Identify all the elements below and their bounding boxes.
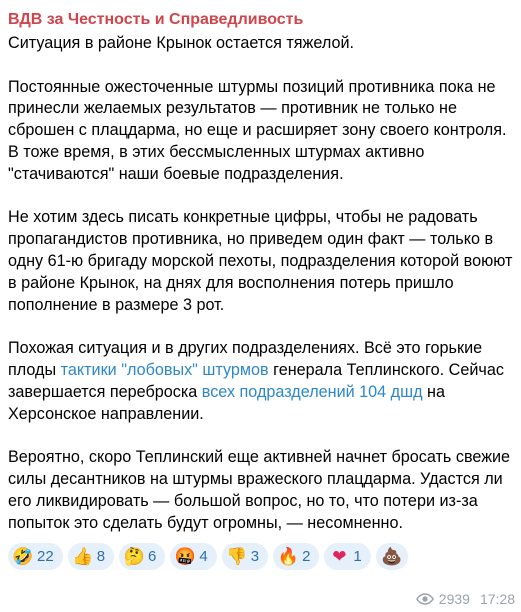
reaction-poo[interactable]	[376, 543, 408, 570]
reaction-rofl[interactable]	[8, 543, 63, 570]
timestamp: 17:28	[479, 591, 515, 607]
paragraph-text: генерала Теплинского. Сейчас завершается переброска	[8, 360, 504, 401]
paragraph: Постоянные ожесточенные штурмы позиций противника пока не принесли желаемых результатов — противник не только не сброшен с плацдарма, но еще и расширяет зону своего контроля. В тоже время, в этих бессмысленных штурмах активно "стачиваются" наши боевые подразделения.	[8, 77, 507, 183]
reaction-count: 22	[37, 548, 54, 566]
message-meta	[416, 591, 515, 607]
paragraph: Вероятно, скоро Теплинский еще активней начнет бросать свежие силы десантников на штурмы вражеского плацдарма. Удастся ли его ликвидировать — большой вопрос, но то, что потери из-за попыток это сделать будут огромны, — несомненно.	[8, 448, 511, 532]
thumbs-down-icon: 👎	[226, 546, 248, 566]
reaction-count: 3	[250, 548, 260, 566]
view-count: 2939	[438, 591, 470, 607]
reaction-count: 1	[353, 548, 362, 566]
heart-icon: ❤	[332, 546, 347, 566]
paragraph: Ситуация в районе Крынок остается тяжелой.	[8, 34, 355, 52]
reaction-thumbs-up[interactable]	[68, 543, 114, 570]
rofl-icon: 🤣	[12, 546, 34, 566]
thumbs-up-icon: 👍	[72, 546, 94, 566]
reactions-bar	[8, 543, 513, 570]
poo-icon: 💩	[381, 546, 403, 566]
paragraph-with-links	[8, 338, 513, 425]
reaction-thumbs-down[interactable]	[222, 543, 268, 570]
reaction-count: 2	[302, 548, 311, 566]
paragraph: Не хотим здесь писать конкретные цифры, чтобы не радовать пропагандистов противника, но приведем один факт — только в одну 61-ю бригаду морской пехоты, подразделения которой воюют в районе Крынок, на днях для восполнения потерь пришло пополнение в размере 3 рот.	[8, 208, 513, 314]
message-text	[8, 33, 513, 534]
reaction-thinking[interactable]	[119, 543, 165, 570]
cursing-face-icon: 🤬	[174, 546, 196, 566]
channel-name[interactable]: ВДВ за Честность и Справедливость	[8, 11, 304, 28]
paragraph-text: Похожая ситуация и в других подразделениях. Всё это горькие плоды	[8, 339, 483, 379]
units-link[interactable]: всех подразделений 104 дшд	[201, 382, 423, 401]
reaction-count: 6	[148, 548, 157, 566]
paragraph-text: на Херсонское направлении.	[8, 382, 446, 423]
thinking-icon: 🤔	[123, 546, 145, 566]
reaction-heart[interactable]	[324, 543, 370, 570]
fire-icon: 🔥	[277, 546, 299, 566]
reaction-count: 8	[96, 548, 106, 566]
reaction-cursing[interactable]	[170, 543, 216, 570]
reaction-count: 4	[199, 548, 208, 566]
tactics-link[interactable]: тактики "лобовых" штурмов	[60, 360, 269, 379]
eye-icon	[416, 593, 434, 605]
reaction-fire[interactable]	[273, 543, 319, 570]
